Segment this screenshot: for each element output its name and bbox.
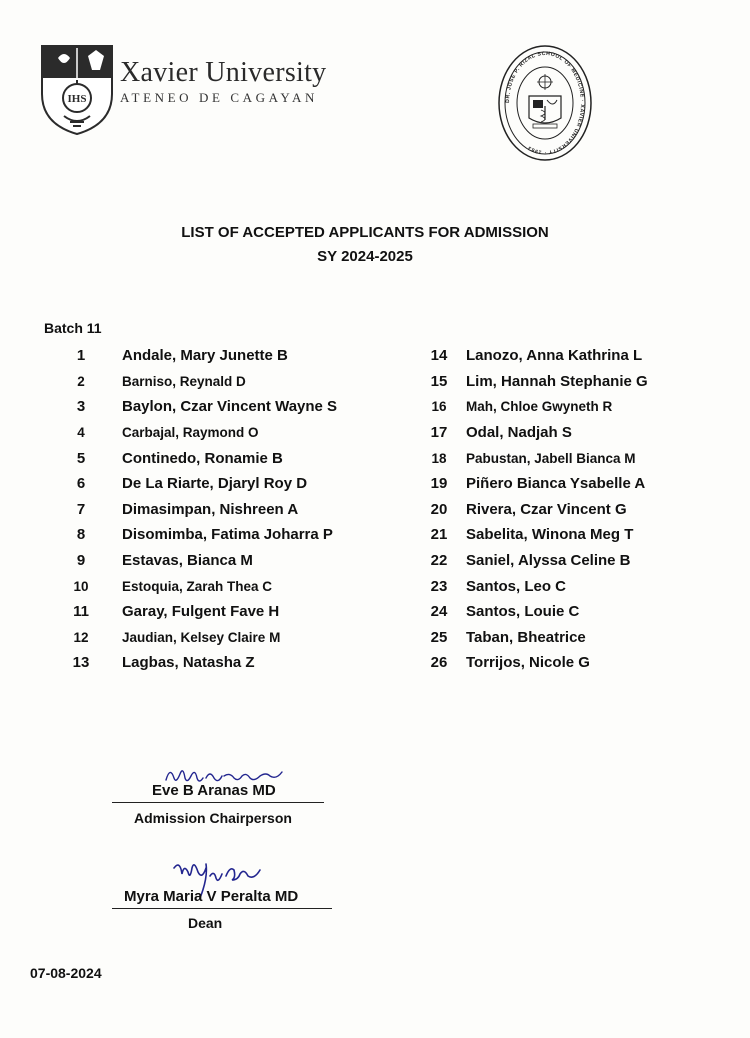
applicant-number: 7 [76, 500, 86, 518]
university-wordmark [120, 58, 327, 106]
applicant-number: 15 [430, 372, 448, 390]
list-item [40, 445, 337, 471]
applicant-name: Disomimba, Fatima Joharra P [122, 526, 333, 544]
applicant-number: 1 [76, 347, 86, 365]
list-item [412, 599, 648, 625]
list-item [412, 548, 648, 574]
applicant-number: 12 [73, 629, 89, 645]
list-item [40, 573, 337, 599]
applicant-number: 5 [76, 449, 86, 467]
applicant-name: Pabustan, Jabell Bianca M [466, 450, 636, 466]
applicant-name: Santos, Louie C [466, 603, 580, 621]
applicant-name: Sabelita, Winona Meg T [466, 526, 634, 544]
applicant-number: 18 [431, 450, 447, 466]
list-item [40, 522, 337, 548]
university-name: Xavier University [120, 57, 327, 88]
applicant-name: Odal, Nadjah S [466, 424, 572, 442]
applicant-number: 10 [73, 578, 89, 594]
list-item [40, 497, 337, 523]
applicant-name: Baylon, Czar Vincent Wayne S [122, 398, 338, 416]
list-item [412, 394, 648, 420]
applicant-number: 20 [430, 500, 448, 518]
applicant-number: 11 [73, 603, 89, 621]
applicant-name: Taban, Bheatrice [466, 628, 586, 646]
list-item [40, 625, 337, 651]
dean-signature-line [112, 908, 332, 909]
applicant-number: 9 [76, 552, 86, 570]
list-item [412, 343, 648, 369]
list-item [412, 522, 648, 548]
list-item [412, 471, 648, 497]
applicant-name: Garay, Fulgent Fave H [122, 603, 280, 621]
applicant-list-left [40, 343, 337, 676]
list-item [40, 650, 337, 676]
chairperson-role: Admission Chairperson [134, 810, 292, 826]
applicant-number: 13 [72, 654, 90, 672]
applicant-number: 2 [77, 373, 85, 389]
applicant-list-right [412, 343, 648, 676]
applicant-number: 26 [430, 654, 448, 672]
applicant-number: 3 [76, 398, 86, 416]
university-subtitle: ATENEO DE CAGAYAN [120, 90, 318, 105]
xavier-university-crest-logo [40, 44, 114, 136]
applicant-name: Torrijos, Nicole G [466, 654, 590, 672]
applicant-name: Estavas, Bianca M [122, 552, 253, 570]
applicant-name: Barniso, Reynald D [122, 373, 246, 389]
school-of-medicine-seal [497, 44, 593, 162]
svg-text:IHS: IHS [67, 93, 87, 105]
applicant-number: 17 [430, 424, 448, 442]
list-item [40, 394, 337, 420]
applicant-name: Jaudian, Kelsey Claire M [122, 629, 281, 645]
list-item [412, 445, 648, 471]
list-item [412, 497, 648, 523]
applicant-name: Estoquia, Zarah Thea C [122, 578, 273, 594]
list-item [412, 369, 648, 395]
applicant-number: 16 [431, 399, 447, 415]
list-item [412, 420, 648, 446]
applicant-number: 14 [430, 347, 448, 365]
applicant-name: Carbajal, Raymond O [122, 425, 259, 441]
school-year: SY 2024-2025 [317, 248, 413, 265]
applicant-number: 4 [77, 425, 85, 441]
list-item [412, 625, 648, 651]
applicant-name: Piñero Bianca Ysabelle A [466, 475, 646, 493]
applicant-number: 23 [430, 577, 448, 595]
list-item [40, 548, 337, 574]
list-item [40, 420, 337, 446]
applicant-name: Santos, Leo C [466, 577, 567, 595]
list-item [40, 369, 337, 395]
chairperson-signature-line [112, 802, 324, 803]
applicant-number: 24 [430, 603, 448, 621]
applicant-number: 6 [76, 475, 86, 493]
list-item [412, 573, 648, 599]
applicant-name: Continedo, Ronamie B [122, 449, 283, 467]
list-item [40, 471, 337, 497]
applicant-name: Lanozo, Anna Kathrina L [466, 347, 643, 365]
applicant-number: 21 [430, 526, 448, 544]
applicant-name: Lagbas, Natasha Z [122, 654, 255, 672]
document-title: LIST OF ACCEPTED APPLICANTS FOR ADMISSION [181, 224, 549, 241]
applicant-number: 19 [430, 475, 448, 493]
applicant-name: Andale, Mary Junette B [122, 347, 288, 365]
document-date: 07-08-2024 [30, 965, 102, 981]
list-item [412, 650, 648, 676]
dean-name: Myra Maria V Peralta MD [124, 888, 299, 905]
batch-label: Batch 11 [44, 320, 102, 336]
list-item [40, 599, 337, 625]
applicant-name: Mah, Chloe Gwyneth R [466, 399, 613, 415]
applicant-name: Rivera, Czar Vincent G [466, 500, 627, 518]
applicant-name: De La Riarte, Djaryl Roy D [122, 475, 308, 493]
applicant-number: 8 [76, 526, 86, 544]
applicant-number: 25 [430, 628, 448, 646]
dean-role: Dean [188, 915, 223, 931]
applicant-name: Saniel, Alyssa Celine B [466, 552, 631, 570]
applicant-name: Lim, Hannah Stephanie G [466, 372, 648, 390]
chairperson-name: Eve B Aranas MD [152, 782, 276, 799]
applicant-name: Dimasimpan, Nishreen A [122, 500, 299, 518]
seal-ring-text: DR. JOSE P. RIZAL SCHOOL OF MEDICINE · XAVIER UNIVERSITY · 1983 [504, 50, 586, 156]
applicant-number: 22 [430, 552, 448, 570]
list-item [40, 343, 337, 369]
